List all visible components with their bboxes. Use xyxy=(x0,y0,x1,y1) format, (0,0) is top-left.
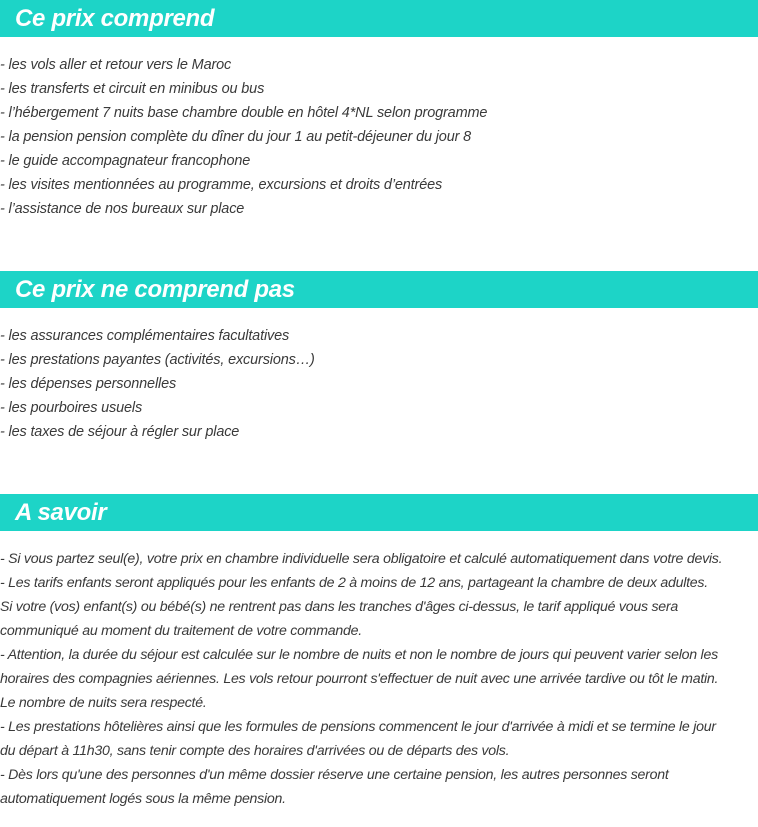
savoir-line: Si votre (vos) enfant(s) ou bébé(s) ne rentrent pas dans les tranches d'âges ci-dessus, le tarif appliqué vous sera xyxy=(0,599,678,615)
savoir-line: - Si vous partez seul(e), votre prix en chambre individuelle sera obligatoire et calculé automatiquement dans votre devis. xyxy=(0,551,723,567)
savoir-line: - Les prestations hôtelières ainsi que les formules de pensions commencent le jour d'arrivée à midi et se termine le jour xyxy=(0,719,716,735)
savoir-title: A savoir xyxy=(15,498,107,526)
savoir-header xyxy=(0,494,758,531)
savoir-line: - Dès lors qu'une des personnes d'un même dossier réserve une certaine pension, les autres personnes seront xyxy=(0,767,669,783)
included-header xyxy=(0,0,758,37)
included-list xyxy=(0,53,758,221)
savoir-line: horaires des compagnies aériennes. Les vols retour pourront s'effectuer de nuit avec une arrivée tardive ou tôt le matin. xyxy=(0,671,719,687)
included-item: - les transferts et circuit en minibus ou bus xyxy=(0,81,265,97)
excluded-list xyxy=(0,324,758,444)
savoir-line: communiqué au moment du traitement de votre commande. xyxy=(0,623,362,639)
included-item: - les visites mentionnées au programme, excursions et droits d’entrées xyxy=(0,177,443,193)
excluded-item: - les prestations payantes (activités, excursions…) xyxy=(0,352,315,368)
savoir-text xyxy=(0,547,758,811)
excluded-section xyxy=(0,271,758,444)
excluded-header xyxy=(0,271,758,308)
savoir-line: du départ à 11h30, sans tenir compte des horaires d'arrivées ou de départs des vols. xyxy=(0,743,510,759)
excluded-title: Ce prix ne comprend pas xyxy=(15,275,295,303)
included-item: - la pension pension complète du dîner du jour 1 au petit-déjeuner du jour 8 xyxy=(0,129,472,145)
excluded-item: - les taxes de séjour à régler sur place xyxy=(0,424,240,440)
excluded-item: - les assurances complémentaires facultatives xyxy=(0,328,290,344)
excluded-item: - les dépenses personnelles xyxy=(0,376,177,392)
excluded-item: - les pourboires usuels xyxy=(0,400,143,416)
included-section xyxy=(0,0,758,221)
included-title: Ce prix comprend xyxy=(15,4,215,32)
savoir-line: - Attention, la durée du séjour est calculée sur le nombre de nuits et non le nombre de jours qui peuvent varier selon les xyxy=(0,647,718,663)
savoir-line: automatiquement logés sous la même pension. xyxy=(0,791,286,807)
included-item: - l’assistance de nos bureaux sur place xyxy=(0,201,245,217)
included-item: - l’hébergement 7 nuits base chambre double en hôtel 4*NL selon programme xyxy=(0,105,488,121)
included-item: - les vols aller et retour vers le Maroc xyxy=(0,57,232,73)
savoir-line: Le nombre de nuits sera respecté. xyxy=(0,695,207,711)
included-item: - le guide accompagnateur francophone xyxy=(0,153,251,169)
savoir-line: - Les tarifs enfants seront appliqués pour les enfants de 2 à moins de 12 ans, partageant la chambre de deux adultes. xyxy=(0,575,708,591)
savoir-section xyxy=(0,494,758,811)
